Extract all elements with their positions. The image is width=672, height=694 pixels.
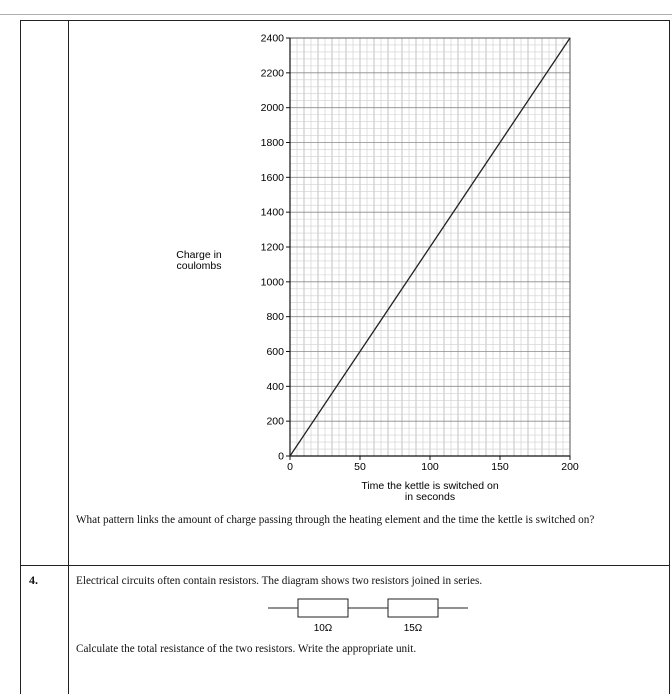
y-tick-label: 1200 [260, 241, 284, 254]
x-axis-label: in seconds [404, 491, 456, 503]
question-number: 4. [29, 573, 38, 587]
x-tick-label: 100 [421, 461, 439, 473]
x-axis-label: Time the kettle is switched on [361, 480, 499, 492]
y-tick-label: 2000 [260, 102, 284, 115]
x-tick-label: 0 [287, 461, 293, 473]
x-tick-label: 200 [561, 461, 579, 473]
y-tick-label: 2200 [260, 67, 284, 80]
x-tick-label: 150 [491, 461, 509, 473]
y-tick-label: 600 [266, 346, 284, 358]
y-tick-label: 400 [266, 380, 284, 393]
calculation-task-text: Calculate the total resistance of the two resistors. Write the appropriate unit. [76, 643, 417, 655]
y-tick-label: 2400 [260, 32, 284, 45]
y-axis-label: Charge in [176, 249, 222, 261]
circuit-intro-text: Electrical circuits often contain resistors. The diagram shows two resistors joined in series. [76, 575, 483, 587]
y-tick-label: 1600 [260, 171, 284, 184]
y-tick-label: 1000 [260, 276, 284, 289]
resistor-15-ohm-label: 15Ω [403, 623, 423, 634]
y-tick-label: 800 [266, 311, 284, 324]
x-tick-label: 50 [354, 461, 366, 473]
y-tick-label: 200 [266, 415, 284, 428]
resistor-10-ohm [298, 599, 348, 617]
resistor-10-ohm-label: 10Ω [313, 623, 333, 634]
y-tick-label: 0 [278, 450, 284, 463]
y-tick-label: 1400 [260, 206, 284, 219]
y-axis-label: coulombs [176, 260, 222, 272]
resistor-15-ohm [388, 599, 438, 617]
question-text: What pattern links the amount of charge passing through the heating element and the time the kettle is switched on? [76, 514, 595, 526]
y-tick-label: 1800 [260, 137, 284, 149]
